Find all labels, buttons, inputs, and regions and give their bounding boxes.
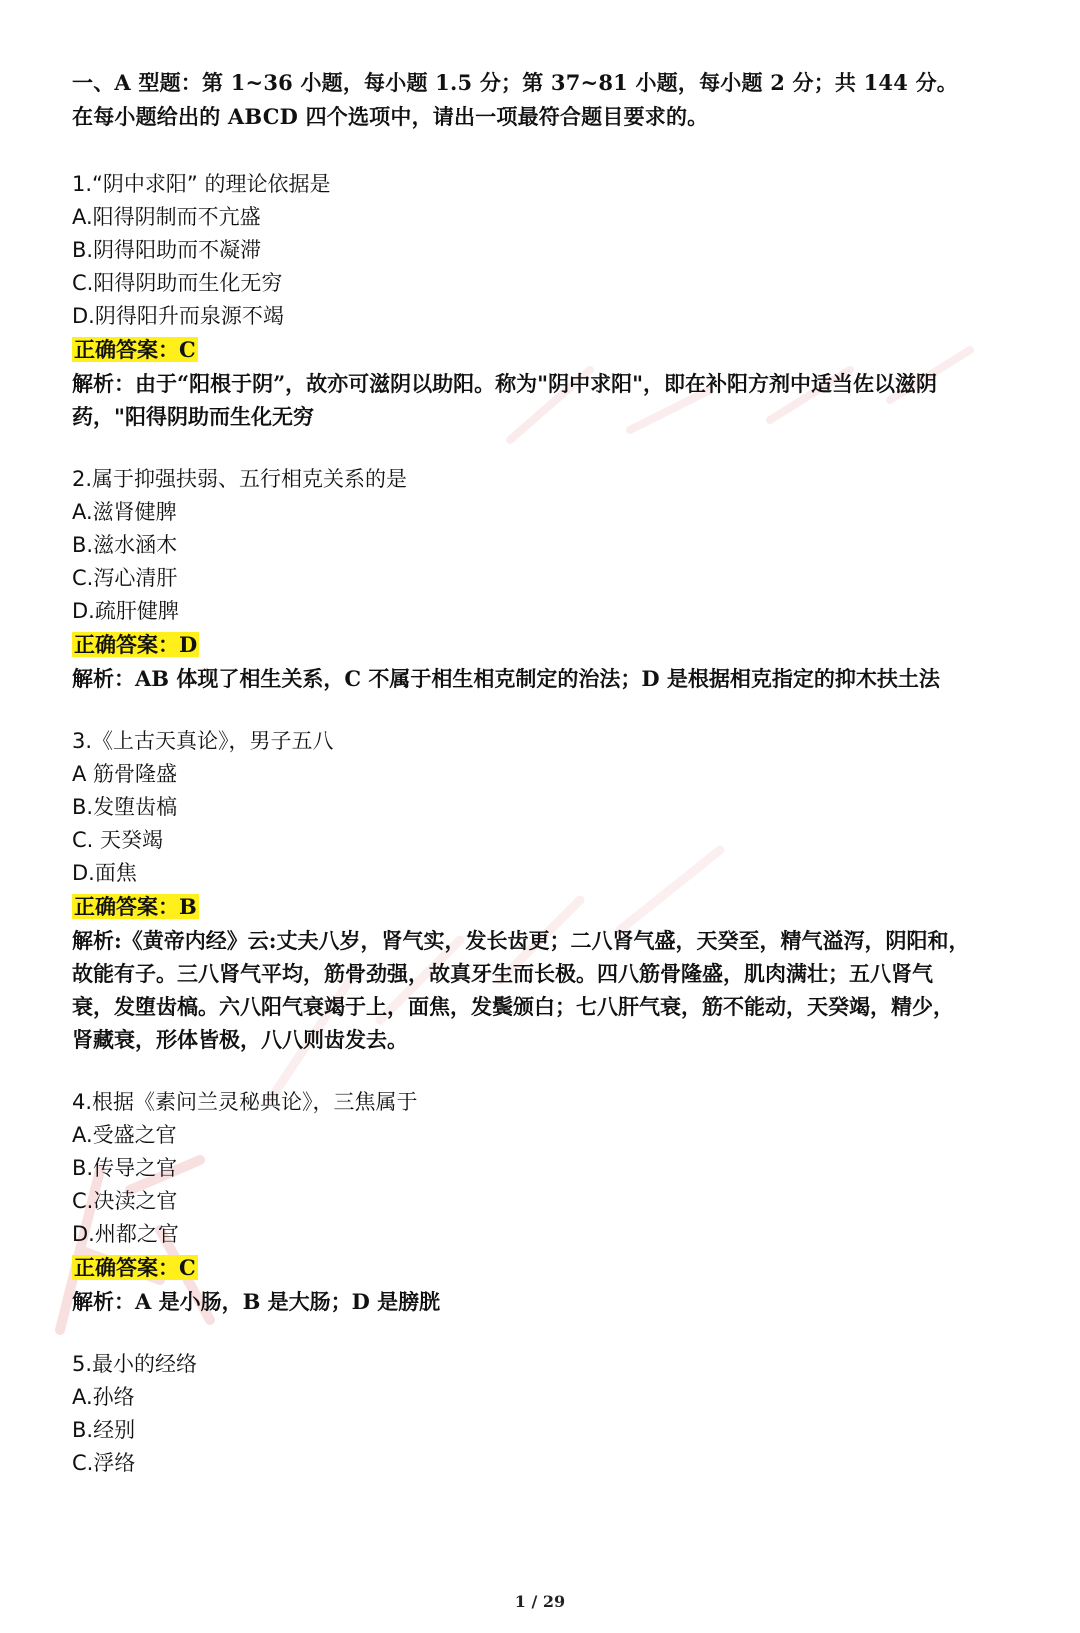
question-stem: 2.属于抑强扶弱、五行相克关系的是 (72, 467, 408, 491)
option-d: D.州都之官 (72, 1222, 179, 1246)
question-block (72, 725, 972, 1056)
correct-answer-label: 正确答案：C (74, 1255, 196, 1280)
option-c: C.泻心清肝 (72, 566, 178, 590)
question-stem: 1.“阴中求阳” 的理论依据是 (72, 172, 331, 196)
option-d: D.疏肝健脾 (72, 599, 179, 623)
option-d: D.面焦 (72, 861, 137, 885)
option-b: B.发堕齿槁 (72, 795, 178, 819)
option-c: C.决渎之官 (72, 1189, 178, 1213)
answer-line (72, 628, 972, 662)
option-a: A.滋肾健脾 (72, 500, 177, 524)
correct-answer-label: 正确答案：D (74, 632, 198, 657)
option-a: A.受盛之官 (72, 1123, 177, 1147)
document-body (72, 66, 972, 1510)
option-a: A.孙络 (72, 1385, 135, 1409)
question-block (72, 168, 972, 433)
answer-line (72, 333, 972, 367)
answer-line (72, 1251, 972, 1285)
option-b: B.阴得阳助而不凝滞 (72, 238, 262, 262)
option-c: C.浮络 (72, 1451, 136, 1475)
correct-answer-label: 正确答案：C (74, 337, 196, 362)
correct-answer-label: 正确答案：B (74, 894, 197, 919)
option-a: A 筋骨隆盛 (72, 762, 178, 786)
option-b: B.传导之官 (72, 1156, 178, 1180)
question-block (72, 1348, 972, 1480)
option-a: A.阳得阴制而不亢盛 (72, 205, 261, 229)
option-c: C.阳得阴助而生化无穷 (72, 271, 283, 295)
option-b: B.经别 (72, 1418, 136, 1442)
question-block (72, 463, 972, 695)
option-c: C. 天癸竭 (72, 828, 164, 852)
analysis-text: 解析:《黄帝内经》云:丈夫八岁，肾气实，发长齿更；二八肾气盛，天癸至，精气溢泻，阴阳和，故能有子。三八肾气平均，筋骨劲强，故真牙生而长极。四八筋骨隆盛，肌肉满壮；五八肾气衰，发堕齿槁。六八阳气衰竭于上，面焦，发鬓颁白；七八肝气衰，筋不能动，天癸竭，精少，肾藏衰，形体皆极，八八则齿发去。 (72, 928, 970, 1052)
answer-line (72, 890, 972, 924)
question-stem: 5.最小的经络 (72, 1352, 198, 1376)
analysis-text: 解析：A 是小肠，B 是大肠；D 是膀胱 (72, 1289, 441, 1314)
analysis-text: 解析：由于“阳根于阴”，故亦可滋阴以助阳。称为"阴中求阳"，即在补阳方剂中适当佐以滋阴药，"阳得阴助而生化无穷 (72, 371, 938, 429)
question-stem: 3.《上古天真论》，男子五八 (72, 729, 334, 753)
section-header: 一、A 型题：第 1~36 小题，每小题 1.5 分；第 37~81 小题，每小题 2 分；共 144 分。在每小题给出的 ABCD 四个选项中，请出一项最符合题目要求的。 (72, 70, 958, 129)
question-block (72, 1086, 972, 1318)
analysis-text: 解析：AB 体现了相生关系，C 不属于相生相克制定的治法；D 是根据相克指定的抑木扶土法 (72, 666, 940, 691)
option-b: B.滋水涵木 (72, 533, 178, 557)
question-stem: 4.根据《素问兰灵秘典论》，三焦属于 (72, 1090, 418, 1114)
option-d: D.阴得阳升而泉源不竭 (72, 304, 284, 328)
page-number: 1 / 29 (514, 1592, 566, 1611)
